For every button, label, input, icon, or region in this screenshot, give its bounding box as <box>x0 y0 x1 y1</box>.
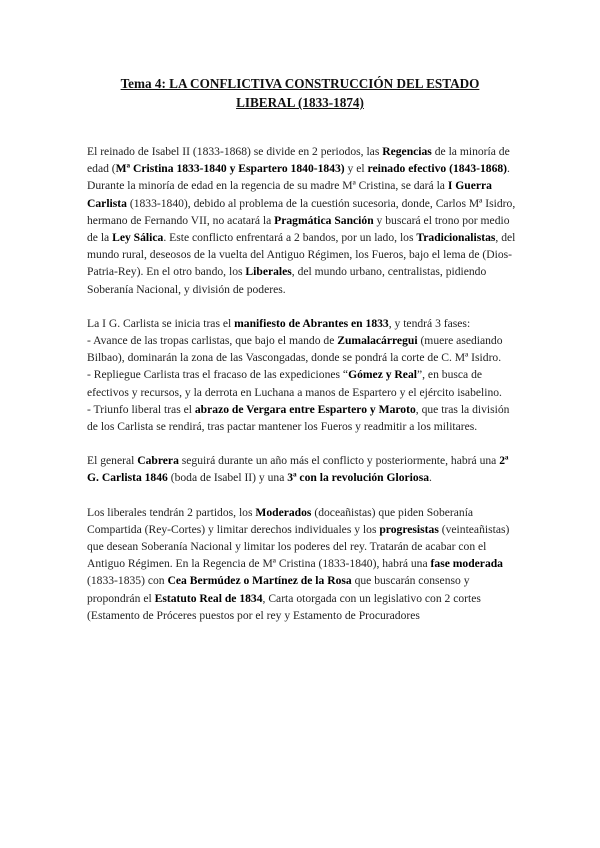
text-run: (1833-1840), debido al problema de la cuestión sucesoria, donde, Carlos Mª Isidro, hermano de Fernando VII, no acatará la <box>87 196 516 227</box>
text-run: Los liberales tendrán 2 partidos, los <box>87 505 256 519</box>
text-run: seguirá durante un año más el conflicto y posteriormente, habrá una <box>178 454 500 468</box>
text-run: , y tendrá 3 fases: <box>388 316 471 330</box>
text-run: - Avance de las tropas carlistas, que bajo el mando de <box>87 334 338 348</box>
phase-3-item <box>87 401 517 435</box>
text-run: . Durante la minoría de edad en la regencia de su madre Mª Cristina, se dará la <box>87 162 510 193</box>
bold-term: Ley Sálica <box>112 231 164 245</box>
bold-term: I Guerra Carlista <box>87 179 492 210</box>
bold-term: Cea Bermúdez o Martínez de la Rosa <box>167 574 352 588</box>
text-run: . Este conflicto enfrentará a 2 bandos, por un lado, los <box>163 231 417 245</box>
text-run: y el <box>344 162 368 176</box>
bold-term: Zumalacárregui <box>337 334 418 348</box>
bold-term: 3ª con la revolución Gloriosa <box>287 471 430 485</box>
paragraph-isabel-ii <box>87 143 517 298</box>
bold-term: fase moderada <box>430 557 503 571</box>
bold-term: abrazo de Vergara entre Espartero y Maroto <box>194 402 416 416</box>
title-line-2: LIBERAL (1833-1874) <box>236 95 364 110</box>
text-run: , Carta otorgada con un legislativo con 2 cortes (Estamento de Próceres puestos por el rey y Estamento de Procuradores <box>87 591 481 622</box>
document-body <box>87 143 517 624</box>
title-line-1: Tema 4: LA CONFLICTIVA CONSTRUCCIÓN DEL ESTADO <box>120 76 480 91</box>
text-run: de la minoría de edad ( <box>87 145 510 176</box>
bold-term: Pragmática Sanción <box>274 213 374 227</box>
text-run: que buscarán consenso y propondrán el <box>87 574 470 605</box>
text-run: y buscará el trono por medio de la <box>87 213 510 245</box>
text-run: ”, en busca de efectivos y recursos, y la derrota en Luchana a manos de Espartero y el ejército isabelino. <box>87 368 502 399</box>
bold-term: progresistas <box>379 522 439 536</box>
text-run: (1833-1835) con <box>87 574 168 588</box>
bold-term: Moderados <box>255 505 312 519</box>
paragraph-liberales <box>87 504 517 624</box>
text-run: El reinado de Isabel II (1833-1868) se divide en 2 periodos, las <box>87 145 383 158</box>
bold-term: manifiesto de Abrantes en 1833 <box>234 316 389 330</box>
phase-2-item <box>87 366 517 400</box>
text-run: - Triunfo liberal tras el <box>87 402 195 416</box>
text-run: (veinteañistas) que desean Soberanía Nacional y limitar los poderes del rey. Tratarán de acabar con el Antiguo Régimen. En la Regencia de Mª Cristina (1833-1840), habrá una <box>87 522 510 571</box>
text-run: . <box>429 471 432 485</box>
bold-term: Cabrera <box>137 454 179 468</box>
bold-term: Tradicionalistas <box>416 231 496 245</box>
text-run: La I G. Carlista se inicia tras el <box>87 316 235 330</box>
bold-term: Regencias <box>382 145 432 158</box>
bold-term: Liberales <box>245 265 292 279</box>
bold-term: Mª Cristina 1833-1840 y Espartero 1840-1843) <box>115 162 345 176</box>
paragraph-guerra-carlista <box>87 315 517 332</box>
text-run: (doceañistas) que piden Soberanía Compartida (Rey-Cortes) y limitar derechos individuales y los <box>87 505 474 536</box>
bold-term: reinado efectivo (1843-1868) <box>367 162 508 176</box>
bold-term: 2ª G. Carlista 1846 <box>87 454 509 485</box>
text-run: (muere asediando Bilbao), dominarán la zona de las Vascongadas, donde se pondrá la corte de C. Mª Isidro. <box>87 334 503 365</box>
text-run: El general <box>87 454 138 468</box>
bold-term: Gómez y Real <box>348 368 417 382</box>
phase-1-item <box>87 332 517 366</box>
document-title <box>0 74 600 112</box>
text-run: - Repliegue Carlista tras el fracaso de las expediciones “ <box>87 368 349 382</box>
bold-term: Estatuto Real de 1834 <box>154 591 263 605</box>
text-run: (boda de Isabel II) y una <box>167 471 288 485</box>
text-run: , que tras la división de los Carlista se rendirá, tras pactar mantener los Fueros y readmitir a los militares. <box>87 402 510 434</box>
text-run: , del mundo rural, deseosos de la vuelta del Antiguo Régimen, los Fueros, bajo el lema de (Dios-Patria-Rey). En el otro bando, los <box>87 231 516 279</box>
paragraph-cabrera <box>87 452 517 486</box>
text-run: , del mundo urbano, centralistas, pidiendo Soberanía Nacional, y división de poderes. <box>87 265 487 296</box>
